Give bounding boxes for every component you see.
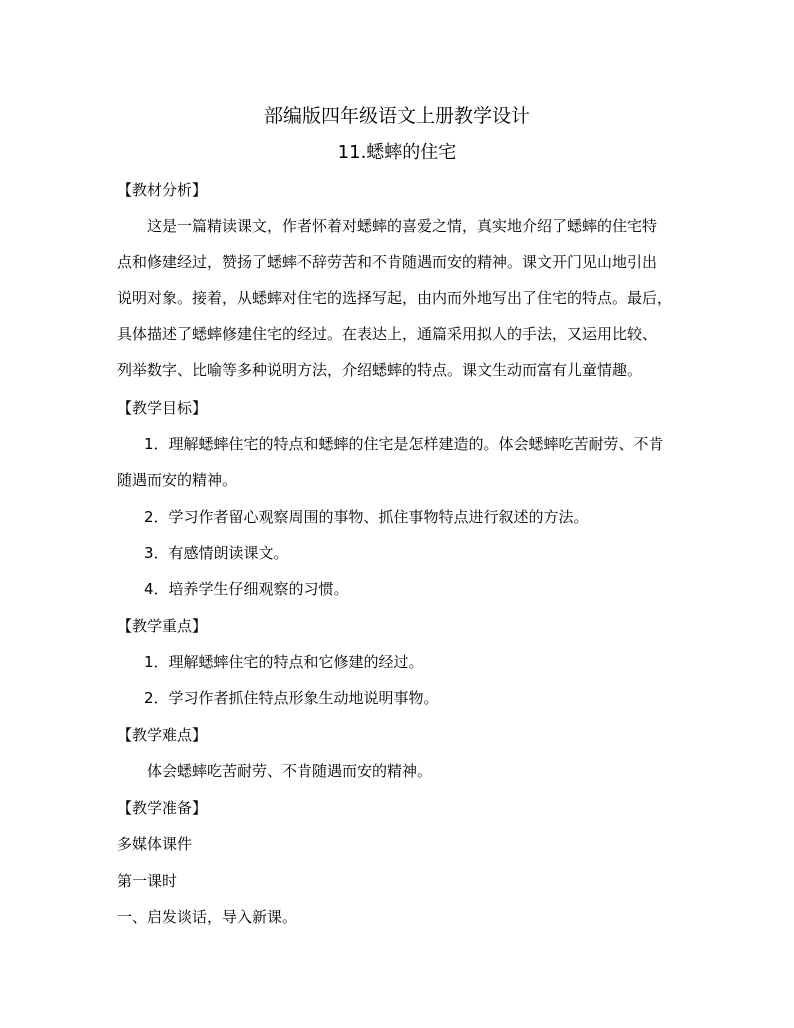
goal-item-2: 2．学习作者留心观察周围的事物、抓住事物特点进行叙述的方法。 bbox=[144, 508, 589, 526]
analysis-line-1: 这是一篇精读课文，作者怀着对蟋蟀的喜爱之情，真实地介绍了蟋蟀的住宅特 bbox=[147, 217, 658, 235]
goal-item-1-line-2: 随遇而安的精神。 bbox=[117, 471, 238, 489]
lesson-title: 11.蟋蟀的住宅 bbox=[337, 142, 457, 163]
goal-item-3: 3．有感情朗读课文。 bbox=[144, 544, 289, 562]
key-point-item-2: 2．学习作者抓住特点形象生动地说明事物。 bbox=[144, 689, 439, 707]
difficulty-text: 体会蟋蟀吃苦耐劳、不肯随遇而安的精神。 bbox=[147, 762, 433, 780]
analysis-line-3: 说明对象。接着，从蟋蟀对住宅的选择写起，由内而外地写出了住宅的特点。最后， bbox=[117, 289, 673, 307]
lesson-step-1: 一、启发谈话，导入新课。 bbox=[117, 908, 298, 926]
key-point-item-1: 1．理解蟋蟀住宅的特点和它修建的经过。 bbox=[144, 653, 424, 671]
preparation-text: 多媒体课件 bbox=[117, 835, 193, 853]
document-title: 部编版四年级语文上册教学设计 bbox=[263, 105, 530, 127]
analysis-line-2: 点和修建经过，赞扬了蟋蟀不辞劳苦和不肯随遇而安的精神。课文开门见山地引出 bbox=[117, 253, 658, 271]
goal-item-1-line-1: 1．理解蟋蟀住宅的特点和蟋蟀的住宅是怎样建造的。体会蟋蟀吃苦耐劳、不肯 bbox=[144, 435, 664, 453]
section-heading-analysis: 【教材分析】 bbox=[117, 181, 208, 199]
section-heading-goals: 【教学目标】 bbox=[117, 399, 208, 417]
lesson-period: 第一课时 bbox=[117, 872, 178, 890]
section-heading-preparation: 【教学准备】 bbox=[117, 799, 208, 817]
analysis-line-4: 具体描述了蟋蟀修建住宅的经过。在表达上，通篇采用拟人的手法，又运用比较、 bbox=[117, 325, 658, 343]
section-heading-key-points: 【教学重点】 bbox=[117, 617, 208, 635]
section-heading-difficulties: 【教学难点】 bbox=[117, 726, 208, 744]
goal-item-4: 4．培养学生仔细观察的习惯。 bbox=[144, 580, 349, 598]
analysis-line-5: 列举数字、比喻等多种说明方法，介绍蟋蟀的特点。课文生动而富有儿童情趣。 bbox=[117, 361, 643, 379]
